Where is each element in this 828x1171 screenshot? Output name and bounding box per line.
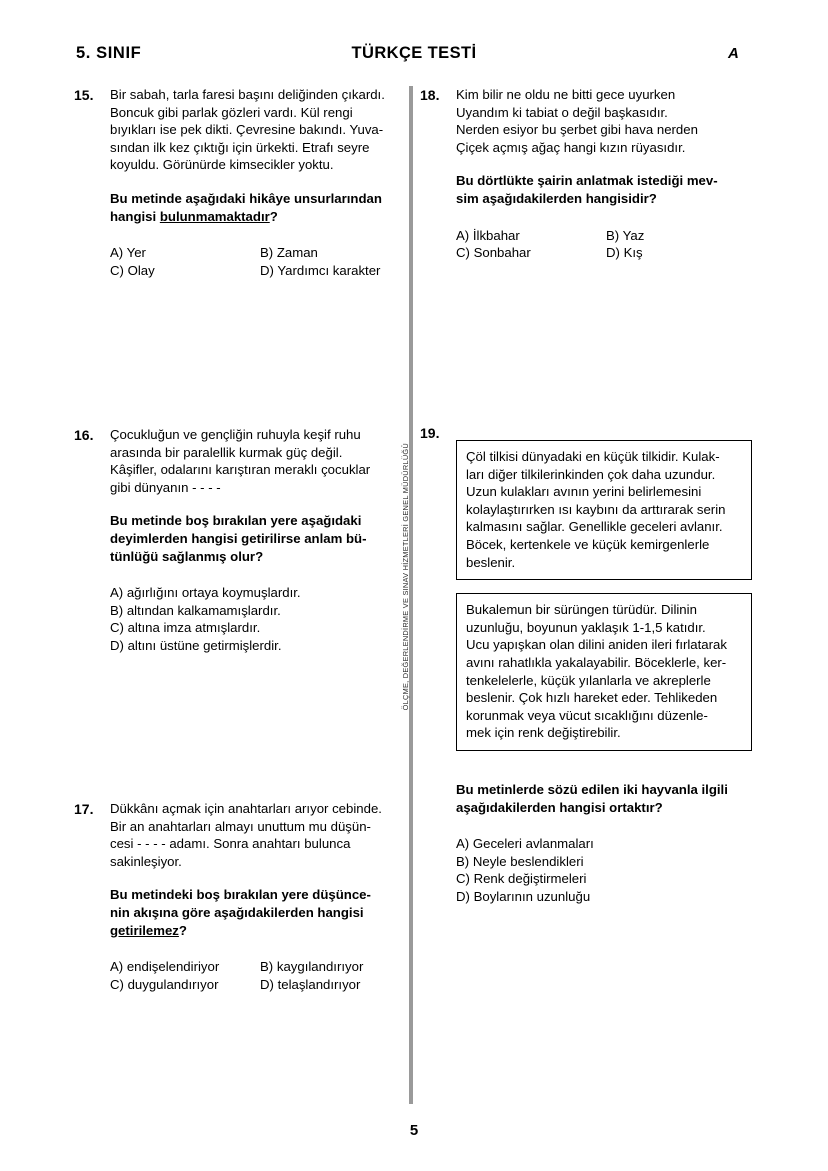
option-row [456,227,765,245]
stem-line: Bu dörtlükte şairin anlatmak istediği mev- [456,173,718,189]
passage-line: Çiçek açmış ağaç hangi kızın rüyasıdır. [456,139,686,155]
passage-line: Nerden esiyor bu şerbet gibi hava nerden [456,122,698,138]
passage-line: Bukalemun bir sürüngen türüdür. Dilinin [466,602,697,618]
question-16 [74,426,419,655]
question-number: 17. [74,801,94,817]
passage-line: Uzun kulakları avının yerini belirlemesini [466,484,702,500]
options-list [456,227,765,262]
option-b[interactable]: B) Neyle beslendikleri [456,853,584,869]
passage-text [456,86,765,156]
page-number: 5 [409,1122,419,1139]
option-b[interactable]: B) kaygılandırıyor [260,959,364,975]
passage-line: korunmak veya vücut sıcaklığını düzenle- [466,707,708,723]
option-row [110,976,419,994]
passage-line: avını rahatlıkla yakalayabilir. Böceklerle, ker- [466,654,727,670]
stem-line: aşağıdakilerden hangisi ortaktır? [456,799,663,815]
passage-line: sakinleşiyor. [110,853,182,869]
passage-text [110,86,419,174]
option-c[interactable]: C) Renk değiştirmeleri [456,871,587,887]
passage-text [110,426,419,496]
passage-line: Bir sabah, tarla faresi başını deliğinden çıkardı. [110,87,385,102]
stem-line [110,922,419,940]
option-c[interactable]: C) altına imza atmışlardır. [110,620,261,636]
passage-line: Ucu yapışkan olan dilini aniden ileri fırlatarak [466,637,727,653]
passage-line: Boncuk gibi parlak gözleri vardı. Kül rengi [110,104,353,120]
stem-line: tünlüğü sağlanmış olur? [110,548,264,564]
question-19 [420,424,765,905]
stem-text: ? [178,922,187,938]
exam-header [0,44,828,74]
passage-line: koyuldu. Görünürde kimsecikler yoktu. [110,157,334,173]
question-stem [456,781,752,816]
question-stem [456,172,765,207]
passage-line: gibi dünyanın - - - - [110,479,221,495]
passage-line: sından ilk kez çıktığı için ürkekti. Etrafı seyre [110,139,370,155]
stem-line: nin akışına göre aşağıdakilerden hangisi [110,904,364,920]
option-a[interactable]: A) ağırlığını ortaya koymuşlardır. [110,585,301,601]
passage-line: kolaylaştırırken ısı kaybını da arttırarak serin [466,501,726,517]
question-stem [110,886,419,939]
passage-box-1 [456,440,752,580]
option-d[interactable]: D) Kış [606,245,643,261]
question-18 [420,86,765,262]
question-number: 16. [74,427,94,443]
option-d[interactable]: D) Yardımcı karakter [260,262,381,278]
options-list [110,244,419,279]
passage-line: uzunluğu, boyunun yaklaşık 1-1,5 katıdır. [466,619,706,635]
option-a[interactable]: A) Geceleri avlanmaları [456,836,594,852]
stem-line: Bu metinde aşağıdaki hikâye unsurlarından [110,190,382,206]
option-b[interactable]: B) Yaz [606,227,645,243]
stem-line: deyimlerden hangisi getirilirse anlam bü- [110,530,367,546]
passage-text [110,800,419,870]
options-list [456,835,752,905]
question-17 [74,800,419,993]
passage-line: bıyıkları ise pek dikti. Çevresine bakındı. Yuva- [110,122,384,138]
stem-text: hangisi [110,208,160,224]
option-c[interactable]: C) duygulandırıyor [110,976,219,992]
option-c[interactable]: C) Olay [110,262,155,278]
passage-line: beslenir. Çok hızlı hareket eder. Tehlikeden [466,690,718,706]
passage-box-2 [456,593,752,751]
stem-line [110,208,419,226]
option-b[interactable]: B) altından kalkamamışlardır. [110,602,281,618]
option-a[interactable]: A) endişelendiriyor [110,959,220,975]
passage-line: arasında bir paralellik kurmak güç değil. [110,444,343,460]
passage-line: Çocukluğun ve gençliğin ruhuyla keşif ruhu [110,427,361,442]
passage-line: cesi - - - - adamı. Sonra anahtarı bulunca [110,836,351,852]
passage-line: ları diğer tilkilerinkinden çok daha uzundur. [466,466,716,482]
option-c[interactable]: C) Sonbahar [456,245,531,261]
question-stem [110,512,419,565]
passage-line: tenkelelerle, küçük yılanlarla ve akreplerle [466,672,711,688]
stem-line: Bu metinde boş bırakılan yere aşağıdaki [110,513,362,529]
option-a[interactable]: A) Yer [110,245,146,261]
passage-line: Bir an anahtarları almayı unuttum mu düşün- [110,818,371,834]
options-list [110,584,419,654]
question-stem [110,190,419,225]
stem-text: ? [269,208,278,224]
option-d[interactable]: D) Boylarının uzunluğu [456,888,591,904]
option-row [110,958,419,976]
passage-line: Kim bilir ne oldu ne bitti gece uyurken [456,87,676,102]
option-d[interactable]: D) altını üstüne getirmişlerdir. [110,637,282,653]
test-title: TÜRKÇE TESTİ [351,44,477,62]
passage-line: Böcek, kertenkele ve küçük kemirgenlerle [466,536,710,552]
passage-line: Uyandım ki tabiat o değil başkasıdır. [456,104,668,120]
agency-name: ÖLÇME, DEĞERLENDİRME VE SINAV HİZMETLERİ GENEL MÜDÜRLÜĞÜ [400,442,410,710]
stem-emphasis: getirilemez [110,922,179,938]
grade-label: 5. SINIF [76,44,142,62]
passage-line: mek için renk değiştirebilir. [466,725,621,741]
question-number: 18. [420,87,440,103]
stem-emphasis: bulunmamaktadır [159,208,270,224]
question-number: 19. [420,425,440,441]
option-row [110,244,419,262]
question-19-body [456,424,752,905]
passage-line: Çöl tilkisi dünyadaki en küçük tilkidir. Kulak- [466,449,720,464]
option-row [456,244,765,262]
option-b[interactable]: B) Zaman [260,245,318,261]
passage-line: Kâşifler, odalarını karıştıran meraklı çocuklar [110,462,371,478]
passage-line: beslenir. [466,554,516,570]
stem-line: Bu metinlerde sözü edilen iki hayvanla ilgili [456,781,728,797]
question-15 [74,86,419,279]
booklet-letter: A [728,45,739,62]
stem-line: Bu metindeki boş bırakılan yere düşünce- [110,887,371,903]
option-d[interactable]: D) telaşlandırıyor [260,976,361,992]
question-number: 15. [74,87,94,103]
passage-line: Dükkânı açmak için anahtarları arıyor cebinde. [110,801,382,816]
passage-line: kalmasını sağlar. Genellikle geceleri avlanır. [466,519,723,535]
option-row [110,262,419,280]
option-a[interactable]: A) İlkbahar [456,227,520,243]
options-list [110,958,419,993]
stem-line: sim aşağıdakilerden hangisidir? [456,190,657,206]
